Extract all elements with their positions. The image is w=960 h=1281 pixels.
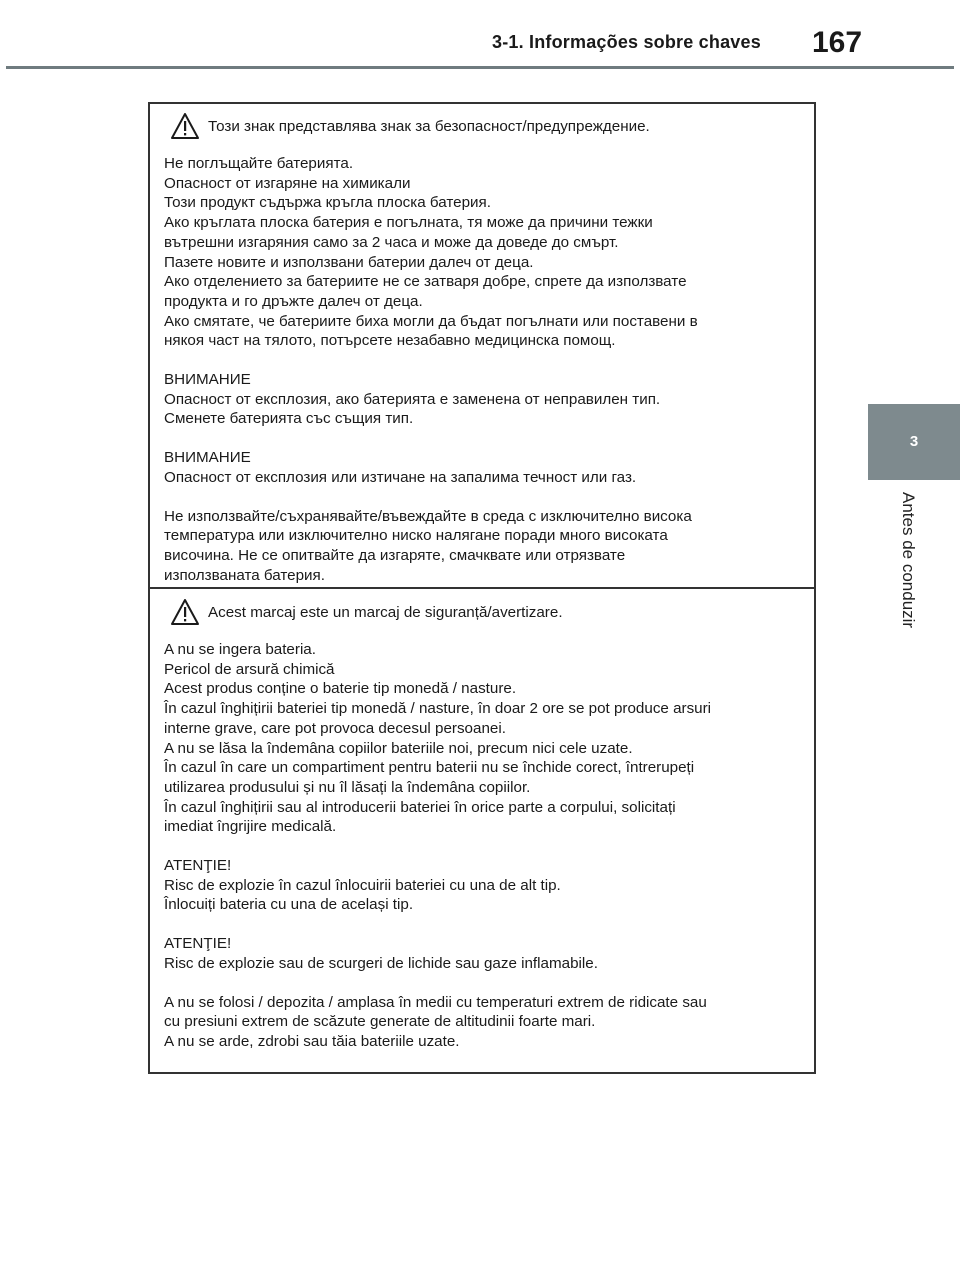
text-line: ATENŢIE! <box>164 857 232 875</box>
text-line: Не поглъщайте батерията. <box>164 155 354 172</box>
text-line: Ако отделението за батериите не се затваря добре, спрете да използвате <box>164 273 687 291</box>
text-line: температура или изключително ниско налягане поради много високата <box>164 527 668 545</box>
text-line: Risc de explozie sau de scurgeri de lichide sau gaze inflamabile. <box>164 954 598 972</box>
text-line: A nu se folosi / depozita / amplasa în medii cu temperaturi extrem de ridicate sau <box>164 993 707 1011</box>
text-line: Пазете новите и използвани батерии далеч от деца. <box>164 253 534 271</box>
text-line: În cazul înghițirii sau al introducerii bateriei în orice parte a corpului, solicitați <box>164 798 676 816</box>
warning-notice-bg <box>170 110 794 144</box>
text-line: продукта и го дръжте далеч от деца. <box>164 292 423 310</box>
text-line: A nu se arde, zdrobi sau tăia bateriile uzate. <box>164 1032 460 1050</box>
text-line: ВНИМАНИЕ <box>164 449 251 467</box>
warning-box <box>148 102 816 1074</box>
header-rule <box>6 66 954 69</box>
text-line: ВНИМАНИЕ <box>164 371 251 389</box>
text-line: използваната батерия. <box>164 566 325 584</box>
text-line: Опасност от експлозия или изтичане на запалима течност или газ. <box>164 468 637 486</box>
paragraph <box>164 856 794 915</box>
bulgarian-paragraphs <box>164 154 794 585</box>
warning-text-ro: Acest marcaj este un marcaj de siguranță/avertizare. <box>208 604 563 621</box>
paragraph <box>164 507 794 586</box>
text-line: вътрешни изгаряния само за 2 часа и може да доведе до смърт. <box>164 233 619 251</box>
text-line: Risc de explozie în cazul înlocuirii bateriei cu una de alt tip. <box>164 876 561 894</box>
warning-triangle-icon <box>170 598 200 626</box>
text-line: interne grave, care pot provoca decesul persoanei. <box>164 719 506 737</box>
paragraph <box>164 448 794 487</box>
section-title: 3-1. Informações sobre chaves <box>492 32 761 52</box>
romanian-paragraphs <box>164 640 794 1052</box>
text-line: imediat îngrijire medicală. <box>164 818 337 836</box>
warning-notice-ro <box>170 596 794 630</box>
text-line: A nu se ingera bateria. <box>164 641 316 658</box>
text-line: Сменете батерията със същия тип. <box>164 410 414 428</box>
text-line: În cazul în care un compartiment pentru baterii nu se închide corect, întrerupeți <box>164 759 695 777</box>
bulgarian-section <box>164 110 794 604</box>
text-line: cu presiuni extrem de scăzute generate de altitudinii foarte mari. <box>164 1013 596 1031</box>
chapter-label: Antes de conduzir <box>899 492 918 629</box>
paragraph <box>164 934 794 973</box>
romanian-section <box>164 596 794 1071</box>
text-line: Опасност от изгаряне на химикали <box>164 174 411 192</box>
paragraph <box>164 640 794 837</box>
text-line: Acest produs conține o baterie tip monedă / nasture. <box>164 680 517 698</box>
page-number: 167 <box>812 26 863 59</box>
paragraph <box>164 993 794 1052</box>
paragraph <box>164 370 794 429</box>
text-line: някоя част на тялото, потърсете незабавно медицинска помощ. <box>164 332 616 350</box>
text-line: Ако кръглата плоска батерия е погълната, тя може да причини тежки <box>164 214 653 232</box>
paragraph <box>164 154 794 351</box>
text-line: Înlocuiți bateria cu una de același tip. <box>164 896 414 914</box>
text-line: ATENŢIE! <box>164 935 232 953</box>
chapter-tab <box>868 404 960 480</box>
text-line: utilizarea produsului și nu îl lăsați la îndemâna copiilor. <box>164 778 531 796</box>
text-line: Опасност от експлозия, ако батерията е заменена от неправилен тип. <box>164 390 661 408</box>
text-line: În cazul înghițirii bateriei tip monedă / nasture, în doar 2 ore se pot produce arsuri <box>164 700 712 718</box>
text-line: Не използвайте/съхранявайте/въвеждайте в среда с изключително висока <box>164 507 692 525</box>
warning-triangle-icon <box>170 112 200 140</box>
warning-text-bg: Този знак представлява знак за безопасност/предупреждение. <box>208 118 650 135</box>
chapter-number: 3 <box>909 433 919 450</box>
section-divider <box>150 587 814 589</box>
text-line: Ако смятате, че батериите биха могли да бъдат погълнати или поставени в <box>164 312 698 330</box>
text-line: Pericol de arsură chimică <box>164 660 335 678</box>
text-line: Този продукт съдържа кръгла плоска батерия. <box>164 194 491 212</box>
text-line: A nu se lăsa la îndemâna copiilor bateriile noi, precum nici cele uzate. <box>164 739 633 757</box>
text-line: височина. Не се опитвайте да изгаряте, смачквате или отрязвате <box>164 546 626 564</box>
